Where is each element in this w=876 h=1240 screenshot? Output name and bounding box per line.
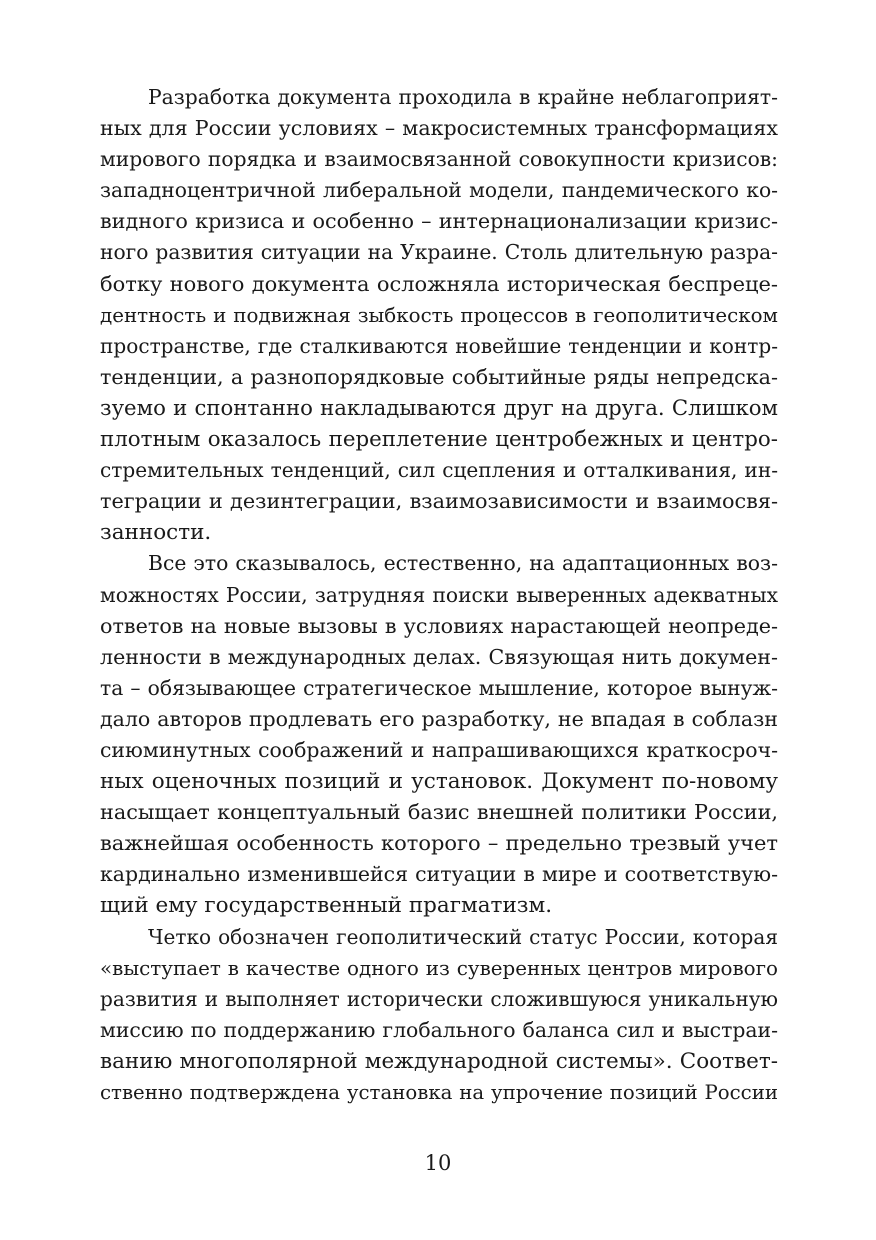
text-line: Все это сказывалось, естественно, на адаптационных воз-: [148, 551, 778, 576]
text-line: тенденции, а разнопорядковые событийные ряды непредска-: [100, 364, 778, 389]
text-line: ванию многополярной международной системы». Соответ-: [100, 1048, 778, 1074]
text-line: дало авторов продлевать его разработку, не впадая в соблазн: [100, 706, 778, 731]
text-line: ных оценочных позиций и установок. Документ по-новому: [100, 769, 778, 795]
text-line: плотным оказалось переплетение центробежных и центро-: [100, 427, 778, 453]
text-line: пространстве, где сталкиваются новейшие тенденции и контр-: [100, 333, 778, 358]
text-line: кардинально изменившейся ситуации в мире и соответствую-: [100, 862, 778, 887]
text-line: мирового порядка и взаимосвязанной совокупности кризисов:: [100, 147, 778, 172]
text-line: зуемо и спонтанно накладываются друг на друга. Слишком: [100, 395, 778, 421]
text-line: важнейшая особенность которого – предельно трезвый учет: [100, 831, 778, 856]
body-text: [100, 82, 778, 1108]
text-line: видного кризиса и особенно – интернационализации кризис-: [100, 209, 778, 234]
text-line: ных для России условиях – макросистемных трансформациях: [100, 116, 778, 141]
text-line: насыщает концептуальный базис внешней политики России,: [100, 800, 778, 825]
text-line: Четко обозначен геополитический статус России, которая: [148, 924, 778, 949]
text-line: ственно подтверждена установка на упрочение позиций России: [100, 1081, 778, 1104]
text-line: можностях России, затрудняя поиски выверенных адекватных: [100, 582, 778, 607]
text-line: ленности в международных делах. Связующая нить докумен-: [100, 644, 778, 669]
text-line: «выступает в качестве одного из суверенных центров мирового: [100, 956, 778, 980]
text-line: ного развития ситуации на Украине. Столь длительную разра-: [100, 240, 778, 265]
text-line: развития и выполняет исторически сложившуюся уникальную: [100, 986, 778, 1011]
text-line: щий ему государственный прагматизм.: [100, 893, 553, 919]
text-line: западноцентричной либеральной модели, пандемического ко-: [100, 178, 778, 203]
text-line: дентность и подвижная зыбкость процессов в геополитическом: [100, 303, 778, 327]
page-number: 10: [424, 1151, 452, 1175]
text-line: занности.: [100, 520, 212, 546]
text-line: теграции и дезинтеграции, взаимозависимости и взаимосвя-: [100, 489, 778, 514]
text-line: стремительных тенденций, сил сцепления и отталкивания, ин-: [100, 458, 778, 483]
text-line: ответов на новые вызовы в условиях нарастающей неопреде-: [100, 613, 778, 638]
text-line: Разработка документа проходила в крайне неблагоприят-: [148, 85, 778, 109]
text-line: сиюминутных соображений и напрашивающихся краткосроч-: [100, 737, 778, 762]
text-line: та – обязывающее стратегическое мышление, которое вынуж-: [100, 675, 778, 700]
text-line: ботку нового документа осложняла историческая беспреце-: [100, 271, 778, 296]
text-line: миссию по поддержанию глобального баланса сил и выстраи-: [100, 1017, 778, 1042]
